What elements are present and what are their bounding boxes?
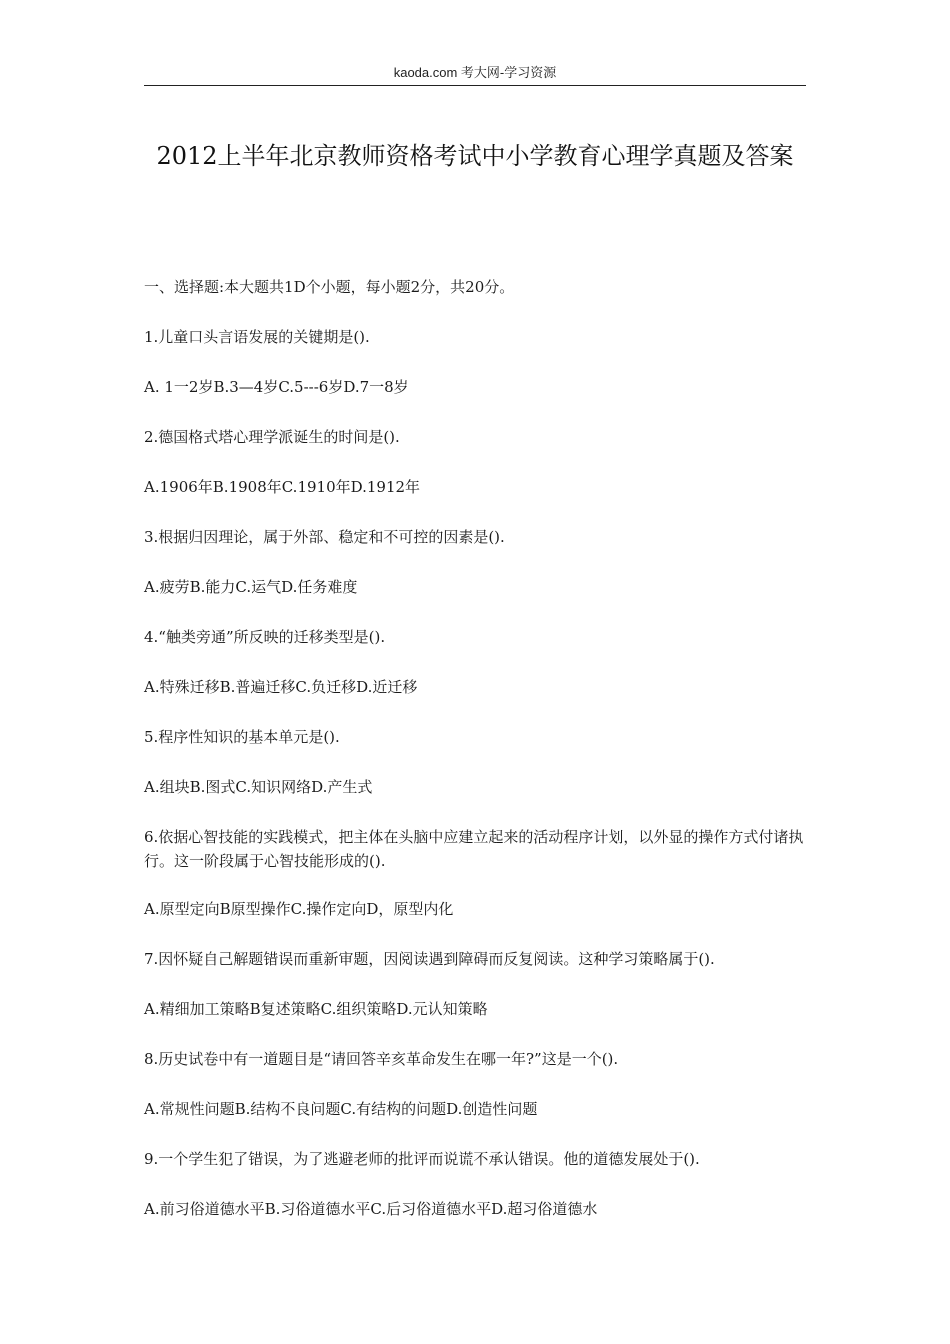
question-4-options: A.特殊迁移B.普遍迁移C.负迁移D.近迁移 [144,678,418,696]
question-2-options: A.1906年B.1908年C.1910年D.1912年 [144,478,421,496]
question-3-options: A.疲劳B.能力C.运气D.任务难度 [144,578,358,596]
question-6-options: A.原型定向B原型操作C.操作定向D，原型内化 [144,900,454,918]
question-1-stem: 1.儿童口头言语发展的关键期是(). [144,328,370,346]
question-9-options: A.前习俗道德水平B.习俗道德水平C.后习俗道德水平D.超习俗道德水 [144,1200,598,1218]
question-7-options: A.精细加工策略B复述策略C.组织策略D.元认知策略 [144,1000,488,1018]
section-heading: 一、选择题:本大题共1D个小题，每小题2分，共20分。 [144,278,515,296]
header-divider [144,85,806,86]
question-1-options: A. 1一2岁B.3—4岁C.5---6岁D.7一8岁 [144,378,409,396]
document-body [144,275,808,1247]
question-6-stem: 6.依据心智技能的实践模式，把主体在头脑中应建立起来的活动程序计划，以外显的操作方式付诸执行。这一阶段属于心智技能形成的(). [144,828,804,870]
question-9-stem: 9.一个学生犯了错误，为了逃避老师的批评而说谎不承认错误。他的道德发展处于(). [144,1150,700,1168]
question-2-stem: 2.德国格式塔心理学派诞生的时间是(). [144,428,400,446]
document-title: 2012上半年北京教师资格考试中小学教育心理学真题及答案 [156,142,794,170]
question-3-stem: 3.根据归因理论，属于外部、稳定和不可控的因素是(). [144,528,505,546]
question-5-options: A.组块B.图式C.知识网络D.产生式 [144,778,373,796]
question-8-stem: 8.历史试卷中有一道题目是“请回答辛亥革命发生在哪一年?”这是一个(). [144,1050,619,1068]
question-5-stem: 5.程序性知识的基本单元是(). [144,728,340,746]
page-header-site: kaoda.com 考大网-学习资源 [393,65,557,80]
question-7-stem: 7.因怀疑自己解题错误而重新审题，因阅读遇到障碍而反复阅读。这种学习策略属于(). [144,950,715,968]
question-4-stem: 4.“触类旁通”所反映的迁移类型是(). [144,628,386,646]
question-8-options: A.常规性问题B.结构不良问题C.有结构的问题D.创造性问题 [144,1100,538,1118]
